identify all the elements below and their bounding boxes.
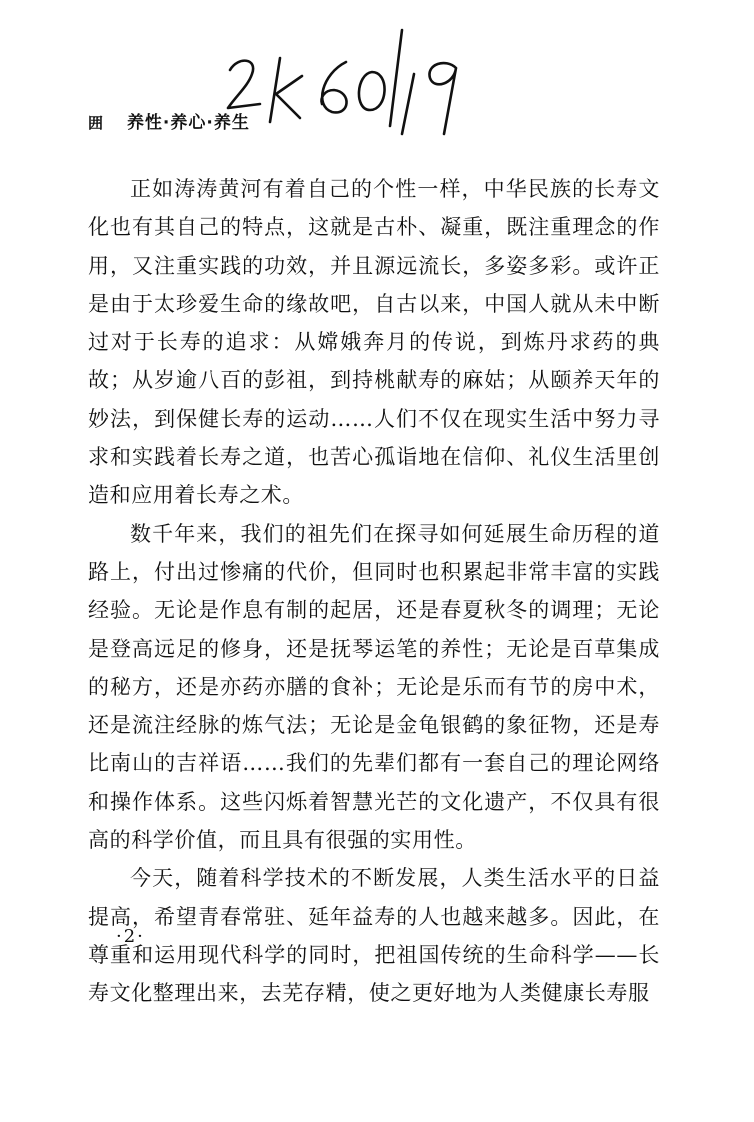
body-text	[88, 170, 660, 1013]
paragraph-3: 今天，随着科学技术的不断发展，人类生活水平的日益提高，希望青春常驻、延年益寿的人也越来越多。因此，在尊重和运用现代科学的同时，把祖国传统的生命科学——长寿文化整理出来，去芜存精，使之更好地为人类健康长寿服	[88, 866, 660, 1006]
handwritten-annotation	[218, 18, 468, 138]
paragraph-1: 正如涛涛黄河有着自己的个性一样，中华民族的长寿文化也有其自己的特点，这就是古朴、凝重，既注重理念的作用，又注重实践的功效，并且源远流长，多姿多彩。或许正是由于太珍爱生命的缘故吧，自古以来，中国人就从未中断过对于长寿的追求：从嫦娥奔月的传说，到炼丹求药的典故；从岁逾八百的彭祖，到持桃献寿的麻姑；从颐养天年的妙法，到保健长寿的运动……人们不仅在现实生活中努力寻求和实践着长寿之道，也苦心孤诣地在信仰、礼仪生活里创造和应用着长寿之术。	[88, 177, 660, 508]
page-number: ·2·	[116, 926, 145, 947]
paragraph-2: 数千年来，我们的祖先们在探寻如何延展生命历程的道路上，付出过惨痛的代价，但同时也积累起非常丰富的实践经验。无论是作息有制的起居，还是春夏秋冬的调理；无论是登高远足的修身，还是抚琴运笔的养性；无论是百草集成的秘方，还是亦药亦膳的食补；无论是乐而有节的房中术，还是流注经脉的炼气法；无论是金龟银鹤的象征物，还是寿比南山的吉祥语……我们的先辈们都有一套自己的理论网络和操作体系。这些闪烁着智慧光芒的文化遗产，不仅具有很高的科学价值，而且具有很强的实用性。	[88, 521, 660, 853]
header-mark: 囲	[88, 114, 105, 132]
header-title: 养性·养心·养生	[126, 113, 250, 133]
